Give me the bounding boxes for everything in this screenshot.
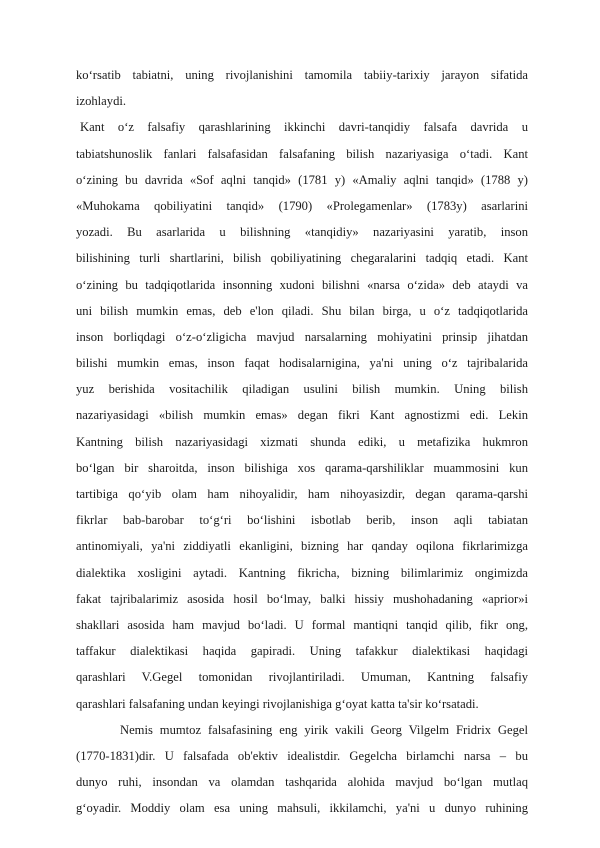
text-line: yuz berishida vositachilik qiladigan usulini bilish mumkin. Uning bilish bbox=[76, 382, 528, 397]
text-line: taffakur dialektikasi haqida gapiradi. Uning tafakkur dialektikasi haqidagi bbox=[76, 644, 528, 659]
text-line: Kant o‘z falsafiy qarashlarining ikkinchi davri-tanqidiy falsafa davrida u bbox=[80, 120, 528, 135]
text-line: shakllari asosida ham mavjud bo‘ladi. U formal mantiqni tanqid qilib, fikr ong, bbox=[76, 617, 528, 632]
text-line: qarashlari falsafaning undan keyingi rivojlanishiga g‘oyat katta ta'sir ko‘rsatadi. bbox=[76, 696, 479, 711]
text-line: tabiatshunoslik fanlari falsafasidan falsafaning bilish nazariyasiga o‘tadi. Kant bbox=[76, 146, 528, 161]
text-line: g‘oyadir. Moddiy olam esa uning mahsuli, ikkilamchi, ya'ni u dunyo ruhining bbox=[76, 801, 528, 816]
text-line: izohlaydi. bbox=[76, 94, 127, 109]
text-line: dunyo ruhi, insondan va olamdan tashqarida alohida mavjud bo‘lgan mutlaq bbox=[76, 775, 528, 790]
text-line: fakat tajribalarimiz asosida hosil bo‘lmay, balki hissiy mushohadaning «aprior»i bbox=[76, 591, 528, 606]
text-line: fikrlar bab-barobar to‘g‘ri bo‘lishini isbotlab berib, inson aqli tabiatan bbox=[76, 513, 528, 528]
text-line: (1770-1831)dir. U falsafada ob'ektiv idealistdir. Gegelcha birlamchi narsa – bu bbox=[76, 748, 528, 763]
text-line: Nemis mumtoz falsafasining eng yirik vakili Georg Vilgelm Fridrix Gegel bbox=[120, 722, 528, 737]
text-line: tartibiga qo‘yib olam ham nihoyalidir, ham nihoyasizdir, degan qarama-qarshi bbox=[76, 487, 528, 501]
text-line: o‘zining bu tadqiqotlarida insonning xudoni bilishni «narsa o‘zida» deb ataydi va bbox=[76, 277, 528, 292]
text-line: bo‘lgan bir sharoitda, inson bilishiga xos qarama-qarshiliklar muammosini kun bbox=[76, 460, 528, 475]
text-line: qarashlari V.Gegel tomonidan rivojlantiriladi. Umuman, Kantning falsafiy bbox=[76, 670, 528, 685]
text-line: bilishining turli shartlarini, bilish qobiliyatining chegaralarini tadqiq etadi. Kant bbox=[76, 251, 528, 266]
text-line: yozadi. Bu asarlarida u bilishning «tanqidiy» nazariyasini yaratib, inson bbox=[76, 225, 528, 240]
text-line: o‘zining bu davrida «Sof aqlni tanqid» (1781 y) «Amaliy aqlni tanqid» (1788 y) bbox=[76, 172, 528, 187]
text-line: Kantning bilish nazariyasidagi xizmati shunda ediki, u metafizika hukmron bbox=[76, 434, 528, 449]
text-line: «Muhokama qobiliyatini tanqid» (1790) «Prolegamenlar» (1783y) asarlarini bbox=[76, 198, 528, 213]
text-line: ko‘rsatib tabiatni, uning rivojlanishini tamomila tabiiy-tarixiy jarayon sifatida bbox=[76, 68, 528, 82]
text-line: antinomiyali, ya'ni ziddiyatli ekanligini, bizning har qanday oqilona fikrlarimizga bbox=[76, 539, 528, 554]
body-text bbox=[76, 62, 528, 821]
text-line: inson borliqdagi o‘z-o‘zligicha mavjud narsalarning mohiyatini prinsip jihatdan bbox=[76, 329, 528, 344]
text-line: dialektika xosligini aytadi. Kantning fikricha, bizning bilimlarimiz ongimizda bbox=[76, 565, 528, 580]
text-line: nazariyasidagi «bilish mumkin emas» degan fikri Kant agnostizmi edi. Lekin bbox=[76, 408, 528, 423]
text-line: bilishi mumkin emas, inson faqat hodisalarnigina, ya'ni uning o‘z tajribalarida bbox=[76, 356, 528, 371]
text-line: uni bilish mumkin emas, deb e'lon qiladi. Shu bilan birga, u o‘z tadqiqotlarida bbox=[76, 303, 528, 318]
